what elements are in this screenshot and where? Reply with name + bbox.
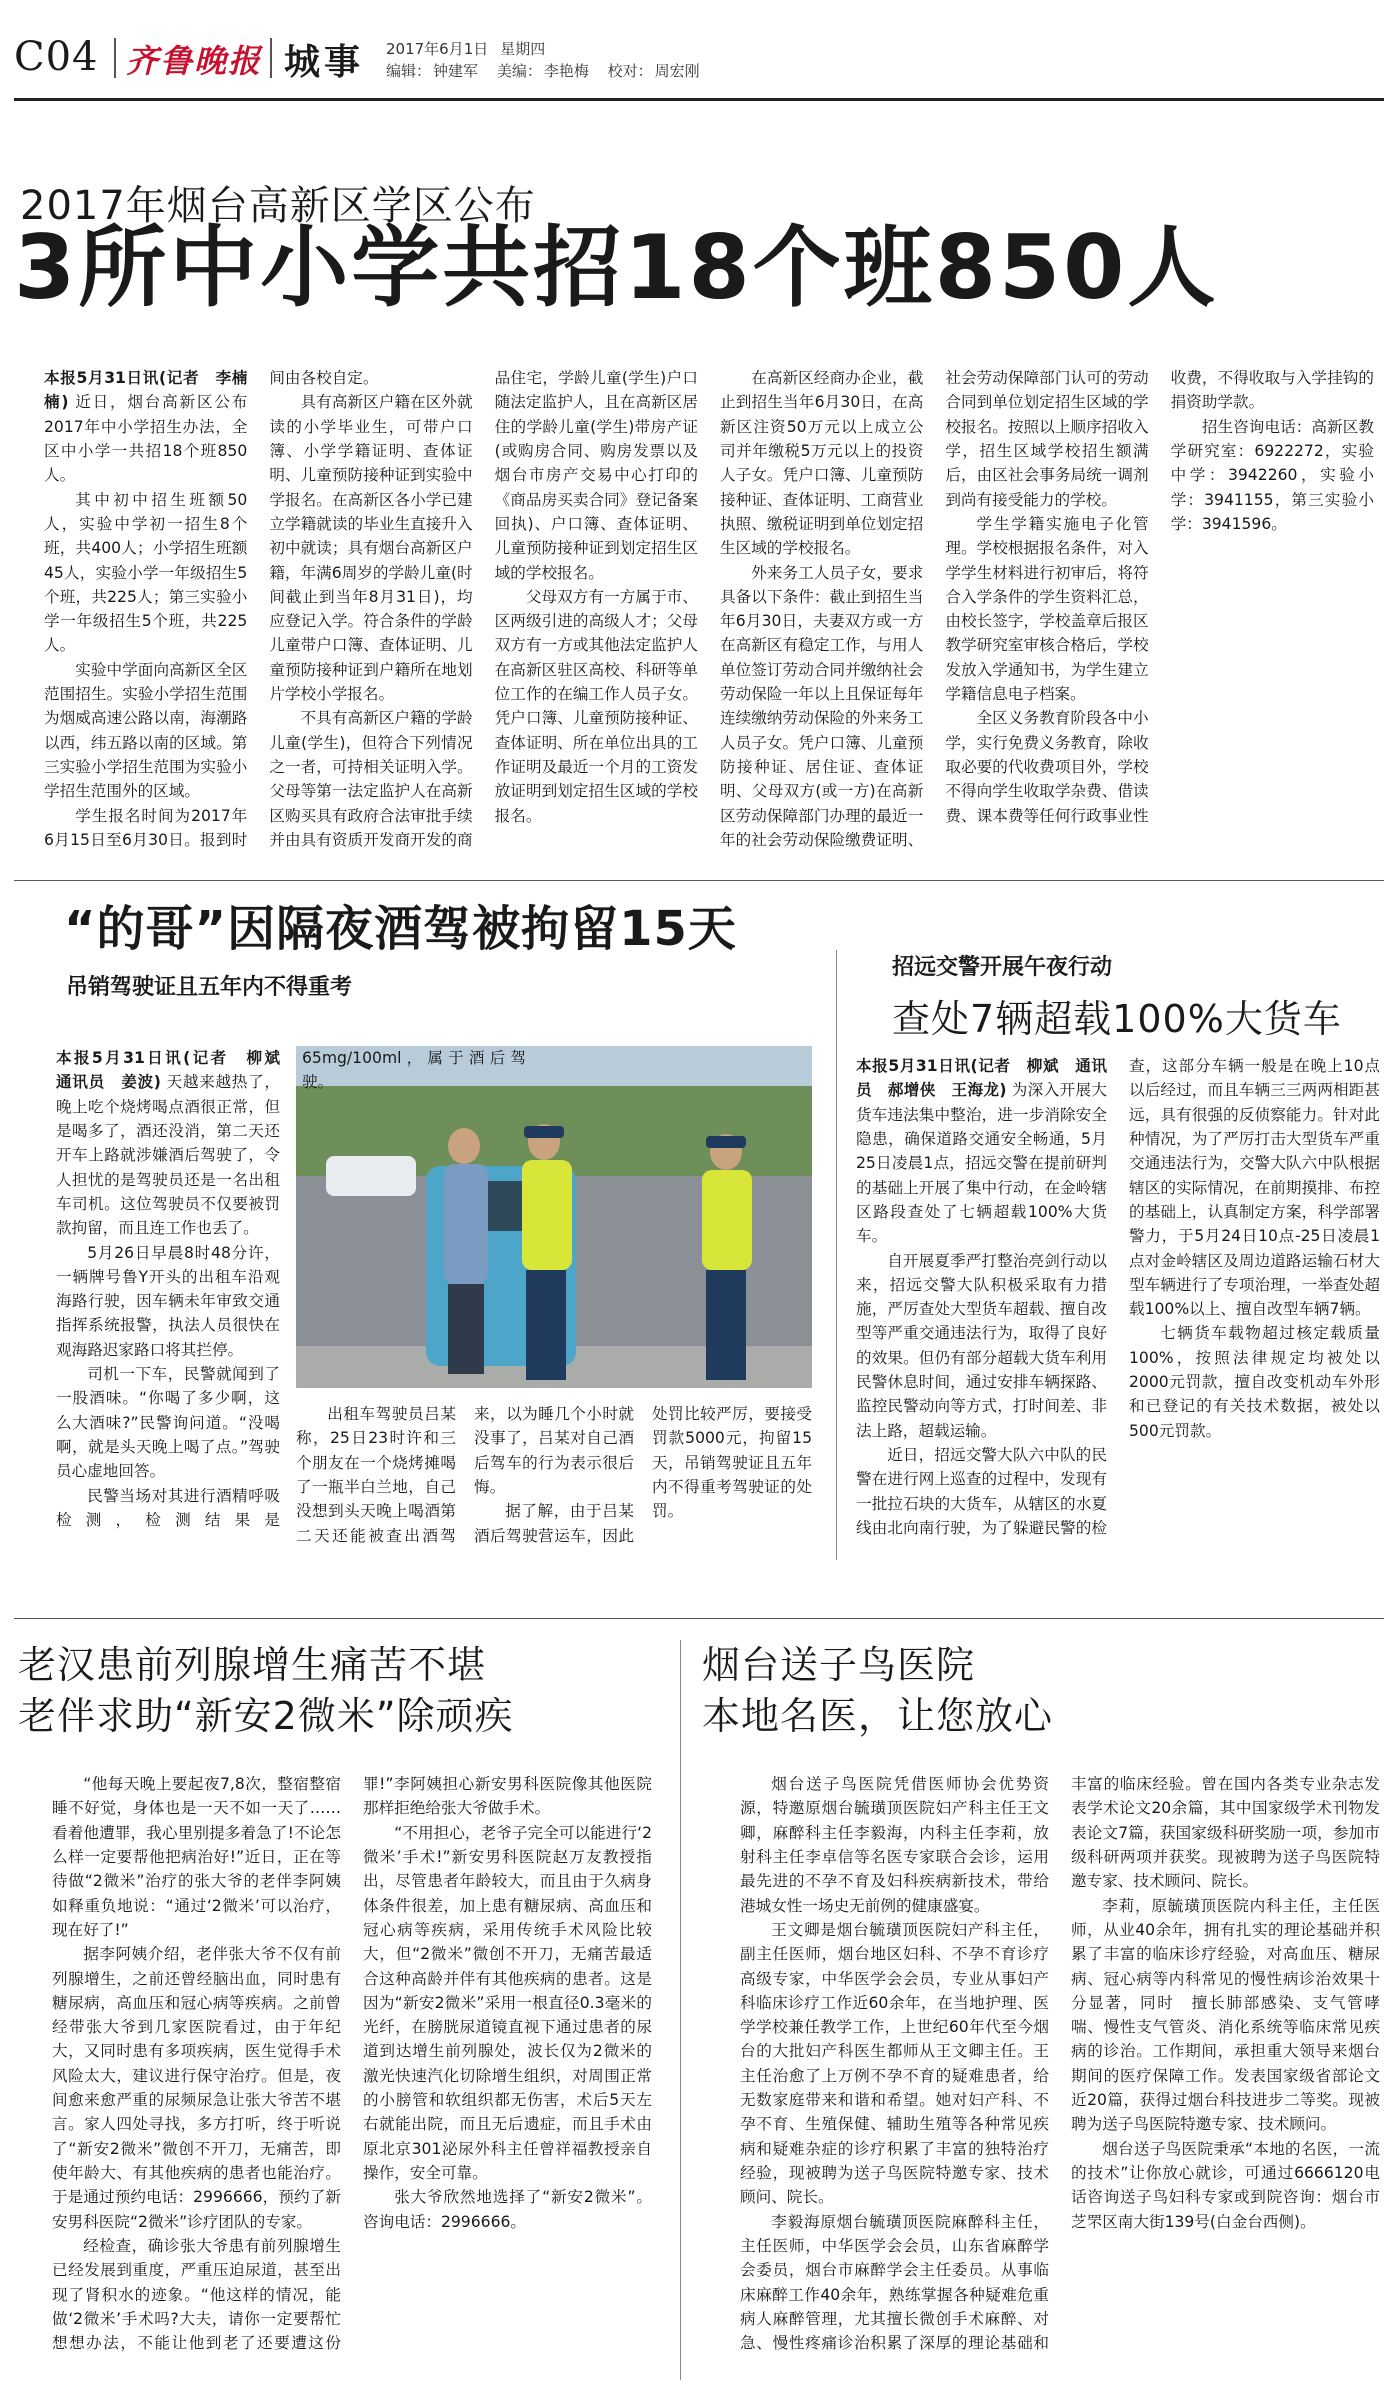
news-photo [296,1046,812,1388]
story2-headline: “的哥”因隔夜酒驾被拘留15天 [64,901,737,957]
article-paragraph: 不具有高新区户籍的学龄儿童(学生)，但符合下列情况之一者，可持相关证明入学。父母等第一法定监护人在高新区购买具有政府合法审批手续并由具有资质开发商开发的商品住宅，学龄儿童(学生)户口随法定监护人，且在高新区居住的学龄儿童(学生)带房产证(或购房合同、购房发票以及烟台市房产交易中心打印的《商品房买卖合同》登记备案回执)、户口簿、查体证明、儿童预防接种证到划定招生区域的学校报名。 [269,369,698,849]
story3-headline: 查处7辆超载100%大货车 [892,997,1342,1041]
story5-headline-line1: 烟台送子鸟医院 [702,1643,976,1687]
story5-headline-line2: 本地名医，让您放心 [702,1694,1054,1739]
masthead [14,30,1384,94]
article-paragraph: 王文卿是烟台毓璜顶医院妇产科主任，副主任医师，烟台地区妇科、不孕不育诊疗高级专家，中华医学会会员，专业从事妇产科临床诊疗工作近60余年，在当地护理、医学学校兼任教学工作，上世纪60年代至今烟台的大批妇产科医生都师从王文卿主任。王主任治愈了上万例不孕不育的疑难患者，给无数家庭带来和谐和希望。她对妇产科、不孕不育、生殖保健、辅助生殖等各种常见疾病和疑难杂症的诊疗积累了丰富的独特治疗经验，现被聘为送子鸟医院特邀专家、技术顾问、院长。 [740,1920,1049,2207]
story2-subheadline: 吊销驾驶证且五年内不得重考 [66,975,353,1000]
article-paragraph: 全区义务教育阶段各中小学，实行免费义务教育，除收取必要的代收费项目外，学校不得向学生收取学杂费、借读费、课本费等任何行政事业性收费，不得收取与入学挂钩的捐资助学款。 [945,369,1374,825]
column-separator [680,1640,681,2380]
editor-name: 钟建军 [433,62,479,80]
article-paragraph: 学生学籍实施电子化管理。学校根据报名条件，对入学学生材料进行初审后，将符合入学条件的学生资料汇总，由校长签字，学校盖章后报区教学研究室审核合格后，学校发放入学通知书，为学生建立学籍信息电子档案。 [945,514,1149,704]
article-paragraph: 烟台送子鸟医院凭借医师协会优势资源，特邀原烟台毓璜顶医院妇产科主任王文卿，麻醉科主任李毅海，内科主任李莉，放射科主任李卓信等名医专家联合会诊，运用最先进的不孕不育及妇科疾病新技术，带给港城女性一场史无前例的健康盛宴。 [740,1775,1049,1915]
article-paragraph: 具有高新区户籍在区外就读的小学毕业生，可带户口簿、小学学籍证明、查体证明、儿童预防接种证到实验中学报名。在高新区各小学已建立学籍就读的毕业生直接升入初中就读；具有烟台高新区户籍，年满6周岁的学龄儿童(时间截止到当年8月31日)，均应登记入学。符合条件的学龄儿童带户口簿、查体证明、儿童预防接种证到户籍所在地划片学校小学报名。 [269,393,473,704]
divider [270,38,272,78]
article-paragraph: 烟台送子鸟医院秉承“本地的名医，一流的技术”让你放心就诊，可通过6666120电话咨询送子鸟妇科专家或到院咨询：烟台市芝罘区南大街139号(白金台西侧)。 [1071,2139,1380,2231]
article-paragraph: 本报5月31日讯(记者 柳斌 通讯员 姜波) 天越来越热了，晚上吃个烧烤喝点酒很正常，但是喝多了，酒还没消，第二天还开车上路就涉嫌酒后驾驶了，令人担忧的是驾驶员还是一名出租车司机。这位驾驶员不仅要被罚款拘留，而且连工作也丢了。 [56,1049,296,1238]
article-paragraph: 据了解，由于吕某酒后驾驶营运车，因此处罚比较严厉，要接受罚款5000元，拘留15天，吊销驾驶证且五年内不得重考驾驶证的处罚。 [474,1405,812,1545]
dateline: 本报5月31日讯(记者 柳斌 通讯员 姜波) [56,1049,296,1092]
article-paragraph: 5月26日早晨8时48分许，一辆牌号鲁Y开头的出租车沿观海路行驶，因车辆未年审致交通指挥系统报警，执法人员很快在观海路迟家路口将其拦停。 [56,1243,280,1359]
designer-name: 李艳梅 [543,62,589,80]
story4-headline [18,1640,514,1743]
article-paragraph: “他每天晚上要起夜7,8次，整宿整宿睡不好觉，身体也是一天不如一天了……看着他遭罪，我心里别提多着急了!不论怎么样一定要帮他把病治好!”近日，正在等待做“2微米”治疗的张大爷的老伴李阿姨如释重负地说：“通过‘2微米’可以治疗，现在好了!” [52,1775,341,1939]
staff-credits: 编辑： 钟建军 美编： 李艳梅 校对： 周宏刚 [386,62,700,80]
article-paragraph: 自开展夏季严打整治亮剑行动以来，招远交警大队积极采取有力措施，严厉查处大型货车超载、擅自改型等严重交通违法行为，取得了良好的效果。但仍有部分超载大货车利用民警休息时间，通过安排车辆探路、监控民警动向等方式，打时间差、非法上路，超载运输。 [856,1251,1107,1440]
article-paragraph: 外来务工人员子女，要求具备以下条件：截止到招生当年6月30日，夫妻双方或一方在高新区有稳定工作，与用人单位签订劳动合同并缴纳社会劳动保险一年以上且保证每年连续缴纳劳动保险的外来务工人员子女。凭户口簿、儿童预防接种证、居住证、查体证明、父母双方(或一方)在高新区劳动保障部门办理的最近一年的社会劳动保险缴费证明、社会劳动保障部门认可的劳动合同到单位划定招生区域的学校报名。按照以上顺序招收入学，招生区域学校招生额满后，由区社会事务局统一调剂到尚有接受能力的学校。 [719,369,1149,849]
article-paragraph: 实验中学面向高新区全区范围招生。实验小学招生范围为烟威高速公路以南，海潮路以西，纬五路以南的区域。第三实验小学招生范围为实验小学招生范围外的区域。 [44,660,248,801]
article-paragraph: 张大爷欣然地选择了“新安2微米”。咨询电话：2996666。 [363,2188,652,2231]
dateline: 本报5月31日讯(记者 柳斌 通讯员 郝增侠 王海龙) [856,1057,1107,1100]
weekday: 星期四 [500,40,546,58]
column-separator [836,950,837,1560]
dateline: 本报5月31日讯(记者 李楠楠) [44,369,248,412]
article-paragraph: 其中初中招生班额50人，实验中学初一招生8个班，共400人；小学招生班额45人，实验小学一年级招生5个班，共225人；第三实验小学一年级招生5个班，共225人。 [44,490,248,655]
article-paragraph: 学生报名时间为2017年6月15日至6月30日。报到时间由各校自定。 [44,369,379,849]
article-paragraph: 在高新区经商办企业，截止到招生当年6月30日，在高新区注资50万元以上成立公司并年缴税5万元以上的投资人子女。凭户口簿、儿童预防接种证、查体证明、工商营业执照、缴税证明到单位划定招生区域的学校报名。 [719,369,924,558]
lead-headline: 3所中小学共招18个班850人 [14,216,1219,319]
page-number: C04 [14,34,99,80]
divider [114,38,116,78]
article-paragraph: 出租车驾驶员吕某称，25日23时许和三个朋友在一个烧烤摊喝了一瓶半白兰地，自己没想到头天晚上喝酒第二天还能被查出酒驾来，以为睡几个小时就没事了，吕某对自己酒后驾车的行为表示很后悔。 [296,1405,634,1545]
newspaper-logo: 齐鲁晚报 [126,42,263,80]
article-paragraph: 李莉，原毓璜顶医院内科主任，主任医师，从业40余年，拥有扎实的理论基础并积累了丰富的临床诊疗经验，对高血压、糖尿病、冠心病等内科常见的慢性病诊治效果十分显著，同时 擅长肺部感染、支气管哮喘、慢性支气管炎、消化系统等临床常见疾病的诊治。工作期间，承担重大领导来烟台期间的医疗保障工作。发表国家级省部论文近20篇，获得过烟台科技进步二等奖。现被聘为送子鸟医院特邀专家、技术顾问。 [1071,1896,1380,2134]
section-rule [14,1618,1384,1619]
article-paragraph: 民警当场对其进行酒精呼吸检测，检测结果是65mg/100ml，属于酒后驾驶。 [56,1049,526,1529]
article-paragraph: 本报5月31日讯(记者 柳斌 通讯员 郝增侠 王海龙) 为深入开展大货车违法集中整治，进一步消除安全隐患，确保道路交通安全畅通，5月25日凌晨1点，招远交警在提前研判的基础上开展了集中行动，在金岭辖区路段查处了七辆超载100%大货车。 [856,1057,1107,1246]
article-paragraph: 本报5月31日讯(记者 李楠楠) 近日，烟台高新区公布2017年中小学招生办法，全区中小学一共招18个班850人。 [44,369,248,485]
story5-body [740,1772,1380,2378]
story3-kicker: 招远交警开展午夜行动 [892,955,1113,980]
article-paragraph: 近日，招远交警大队六中队的民警在进行网上巡查的过程中，发现有一批拉石块的大货车，从辖区的水夏线由北向南行驶，为了躲避民警的检查，这部分车辆一般是在晚上10点以后经过，而且车辆三三两两相距甚远，具有很强的反侦察能力。针对此种情况，为了严厉打击大型货车严重交通违法行为，交警大队六中队根据辖区的实际情况，在前期摸排、布控的基础上，认真制定方案，科学部署警力，于5月24日10点-25日凌晨1点对金岭辖区及周边道路运输石材大型车辆进行了专项治理，一举查处超载100%以上、擅自改型车辆7辆。 [856,1057,1380,1537]
story4-body [52,1772,652,2378]
article-paragraph: 李毅海原烟台毓璜顶医院麻醉科主任，主任医师，中华医学会会员，山东省麻醉学会委员，烟台市麻醉学会主任委员。从事临床麻醉工作40余年，熟练掌握各种疑难危重病人麻醉管理，尤其擅长微创手术麻醉、对急、慢性疼痛诊治积累了深厚的理论基础和丰富的临床经验。曾在国内各类专业杂志发表学术论文20余篇，其中国家级学术刊物发表论文7篇，获国家级科研奖励一项，参加市级科研两项并获奖。现被聘为送子鸟医院特邀专家、技术顾问、院长。 [740,1775,1380,2353]
date: 2017年6月1日 [386,40,489,58]
lead-body [44,366,1374,871]
article-paragraph: 经检查，确诊张大爷患有前列腺增生已经发展到重度，严重压迫尿道，甚至出现了肾积水的迹象。“他这样的情况，能做‘2微米’手术吗?大夫，请你一定要帮忙想想办法，不能让他到老了还要遭这份罪!”李阿姨担心新安男科医院像其他医院那样拒绝给张大爷做手术。 [52,1775,652,2353]
lead-subtitle: 2017年烟台高新区学区公布 [20,183,536,229]
article-paragraph: 司机一下车，民警就闻到了一股酒味。“你喝了多少啊，这么大酒味?”民警询问道。“没喝啊，就是头天晚上喝了点。”驾驶员心虚地回答。 [56,1365,280,1481]
story4-headline-line1: 老汉患前列腺增生痛苦不堪 [18,1643,487,1687]
article-paragraph: “不用担心，老爷子完全可以能进行‘2微米’手术!”新安男科医院赵万友教授指出，尽管患者年龄较大，而且由于久病身体条件很差，加上患有糖尿病、高血压和冠心病等疾病，采用传统手术风险比较大，但“2微米”微创不开刀，无痛苦最适合这种高龄并伴有其他疾病的患者。这是因为“新安2微米”采用一根直径0.3毫米的光纤，在膀胱尿道镜直视下通过患者的尿道到达增生前列腺处，波长仅为2微米的激光快速汽化切除增生组织，对周围正常的小膀管和软组织都无伤害，术后5天左右就能出院，而且无后遗症，而且手术由原北京301泌尿外科主任曾祥福教授亲自操作，安全可靠。 [363,1823,652,2182]
story5-headline [702,1640,1053,1743]
story4-headline-line2: 老伴求助“新安2微米”除顽疾 [18,1694,514,1739]
story3-body [856,1054,1380,1559]
article-paragraph: 七辆货车载物超过核定载质量100%，按照法律规定均被处以2000元罚款，擅自改变机动车外形和已登记的有关技术数据，被处以500元罚款。 [1129,1324,1380,1440]
article-paragraph: 据李阿姨介绍，老伴张大爷不仅有前列腺增生，之前还曾经脑出血，同时患有糖尿病，高血压和冠心病等疾病。之前曾经带张大爷到几家医院看过，由于年纪大，又同时患有多项疾病，医生觉得手术风险太大，建议进行保守治疗。但是，夜间愈来愈严重的尿频尿急让张大爷苦不堪言。家人四处寻找，多方打听，终于听说了“新安2微米”微创不开刀，无痛苦，即使年龄大、有其他疾病的患者也能治疗。于是通过预约电话：2996666，预约了新安男科医院“2微米”诊疗团队的专家。 [52,1945,341,2231]
story2-body-continued [296,1402,812,1566]
police-check-photo [296,1046,812,1388]
issue-date [386,38,557,59]
section-rule [14,880,1384,881]
article-paragraph: 招生咨询电话：高新区教学研究室：6922272，实验中学：3942260，实验小学：3941155，第三实验小学：3941596。 [1170,417,1374,533]
proofreader-name: 周宏刚 [654,62,700,80]
article-paragraph: 父母双方有一方属于市、区两级引进的高级人才；父母双方有一方或其他法定监护人在高新区驻区高校、科研等单位工作的在编工作人员子女。凭户口簿、儿童预防接种证、查体证明、所在单位出具的工作证明及最近一个月的工资发放证明到划定招生区域的学校报名。 [494,587,698,825]
section-title: 城事 [284,42,365,83]
header-rule [14,98,1384,101]
